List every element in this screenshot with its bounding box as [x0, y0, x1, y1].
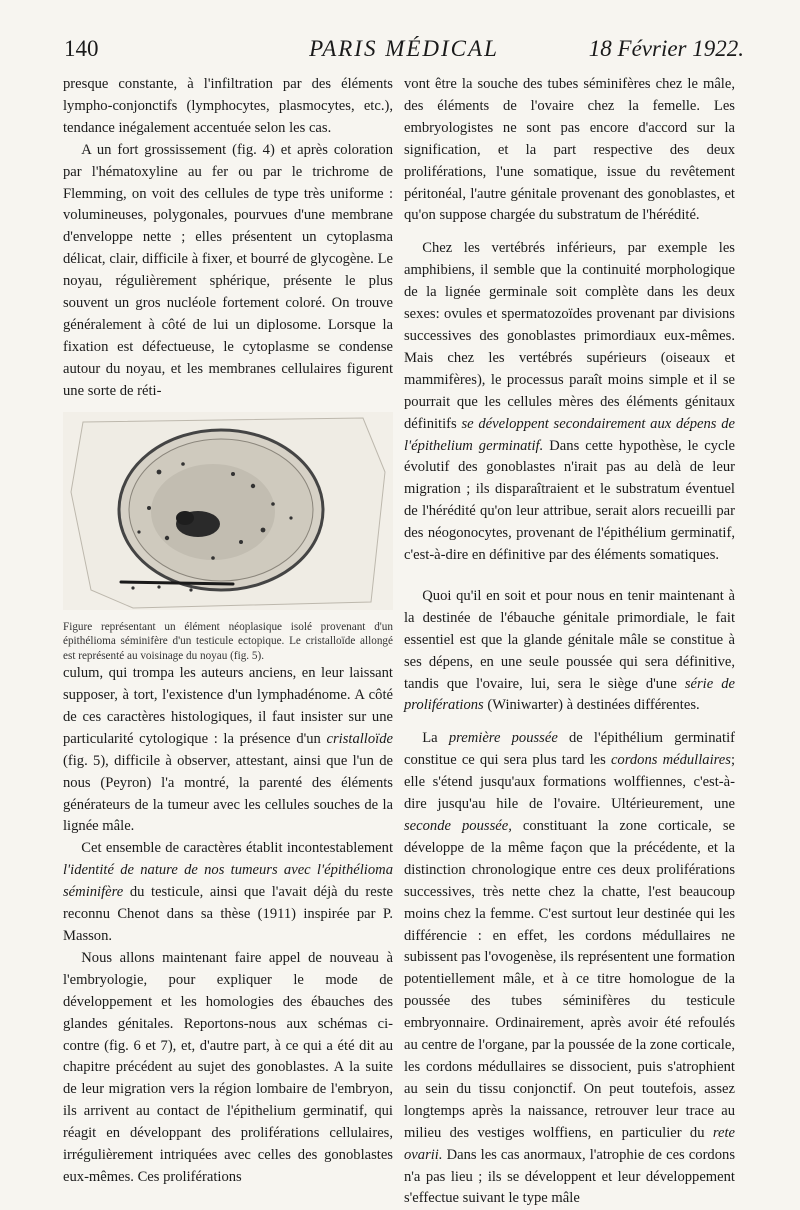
page-header [64, 34, 744, 64]
paragraph: Nous allons maintenant faire appel de nouveau à l'embryologie, pour expliquer le mode de développement et les homologies des ébauches des glandes génitales. Reportons-nous aux schémas ci-contre (fig. 6 et 7), et, d'autre part, à ce qui a été dit au chapitre précédent au sujet des gonoblastes. A la suite de leur migration vers la région lombaire de l'embryon, ils arrivent au contact de l'épithelium germinatif, qui réagit en développant des proliférations cellulaires, irrégulièrement intriquées avec celles des gonoblastes eux-mêmes. Ces proliférations [63, 949, 393, 1185]
left-column [63, 74, 393, 1189]
paragraph: Quoi qu'il en soit et pour nous en tenir maintenant à la destinée de l'ébauche génitale primordiale, le fait essentiel est que la glande génitale mâle se constitue à ses dépens, en une seule poussée qui sera définitive, tandis que l'ovaire, lui, sera le siège d'une série de proliférations (Winiwarter) à destinées différentes. [404, 587, 735, 714]
paragraph: A un fort grossissement (fig. 4) et après coloration par l'hématoxyline au fer ou par le trichrome de Flemming, on voit des cellules de type très uniforme : volumineuses, polygonales, pourvues d'une membrane d'enveloppe nette ; elles présentent un cytoplasma délicat, clair, difficile à fixer, et bourré de glycogène. Le noyau, régulièrement sphérique, présente le plus souvent un gros nucléole fortement coloré. On trouve généralement à côté de lui un diplosome. Lorsque la fixation est défectueuse, le cytoplasme se condense autour du noyau, et les membranes cellulaires figurent une sorte de réti- [63, 141, 393, 399]
cell-drawing [63, 412, 393, 610]
figure-caption: Figure représentant un élément néoplasique isolé provenant d'un épithélioma séminifère d'un testicule ectopique. Le cristalloïde allongé est représenté au voisinage du noyau (fig. 5). [63, 620, 393, 662]
journal-title: PARIS MÉDICAL [309, 36, 499, 61]
page-number: 140 [64, 36, 99, 61]
paragraph: presque constante, à l'infiltration par des éléments lympho-conjonctifs (lymphocytes, plasmocytes, etc.), tendance inégalement accentuée selon les cas. [63, 76, 393, 136]
paragraph: La première poussée de l'épithélium germinatif constitue ce qui sera plus tard les cordons médullaires; elle s'étend jusqu'aux formations wolffiennes, c'est-à-dire jusqu'au hile de l'ovaire. Ultérieurement, une seconde poussée, constituant la zone corticale, se développe de la même façon que la précédente, et la distinction chronologique entre ces deux proliférations successives, très nette chez la chatte, l'est beaucoup moins chez la femme. C'est surtout leur destinée qui les différencie : en effet, les cordons médullaires ne subissent pas l'ovogenèse, ils représentent une formation potentiellement mâle, et à ce titre homologue de la poussée des tubes séminifères du testicule embryonnaire. Ordinairement, après avoir été refoulés au centre de l'organe, par la poussée de la zone corticale, les cordons médullaires se dissocient, puis s'atrophient au sein du tissu conjonctif. On peut toutefois, assez longtemps après la naissance, retrouver leur trace au milieu des vestiges wolffiens, en particulier du rete ovarii. Dans les cas anormaux, l'atrophie de ces cordons n'a pas lieu ; ils se développent et leur développement s'effectue suivant le type mâle [404, 730, 735, 1207]
figure-cell-illustration [63, 412, 393, 610]
issue-date: 18 Février 1922. [588, 36, 744, 61]
paragraph: vont être la souche des tubes séminifères chez le mâle, des éléments de l'ovaire chez la femelle. Les embryologistes ne sont pas encore d'accord sur la signification, et la part respective des deux proliférations, l'une somatique, issue du revêtement péritonéal, l'autre génitale provenant des gonoblastes, et qu'on suppose chargée du substratum de l'hérédité. [404, 76, 735, 224]
paragraph: Cet ensemble de caractères établit incontestablement l'identité de nature de nos tumeurs avec l'épithélioma séminifère du testicule, ainsi que l'avait déjà du reste reconnu Chenot dans sa thèse (1911) inspirée par P. Masson. [63, 840, 393, 944]
right-column [404, 74, 735, 1210]
paragraph: Chez les vertébrés inférieurs, par exemple les amphibiens, il semble que la continuité morphologique de la lignée germinale soit complète dans les deux sexes: ovules et spermatozoïdes provenant par divisions successives des gonoblastes primordiaux eux-mêmes. Mais chez les vertébrés supérieurs (oiseaux et mammifères), le processus paraît moins simple et il se pourrait que les cellules mères des éléments génitaux définitifs se développent secondairement aux dépens de l'épithelium germinatif. Dans cette hypothèse, le cycle évolutif des gonoblastes n'irait pas au delà de leur migration ; ils disparaîtraient et le substratum éventuel de l'hérédité qu'on leur attribue, serait alors recueilli par des néogonocytes, provenant de l'épithélium germinatif, c'est-à-dire en définitive par des éléments somatiques. [404, 240, 735, 564]
paragraph: culum, qui trompa les auteurs anciens, en leur laissant supposer, à tort, l'existence d'un lymphadénome. A côté de ces caractères histologiques, il faut insister sur une particularité cytologique : la présence d'un cristalloïde (fig. 5), difficile à observer, attestant, ainsi que l'un de nous (Peyron) l'a montré, la parenté des éléments générateurs de la tumeur avec les cellules souches de la lignée mâle. [63, 665, 393, 835]
